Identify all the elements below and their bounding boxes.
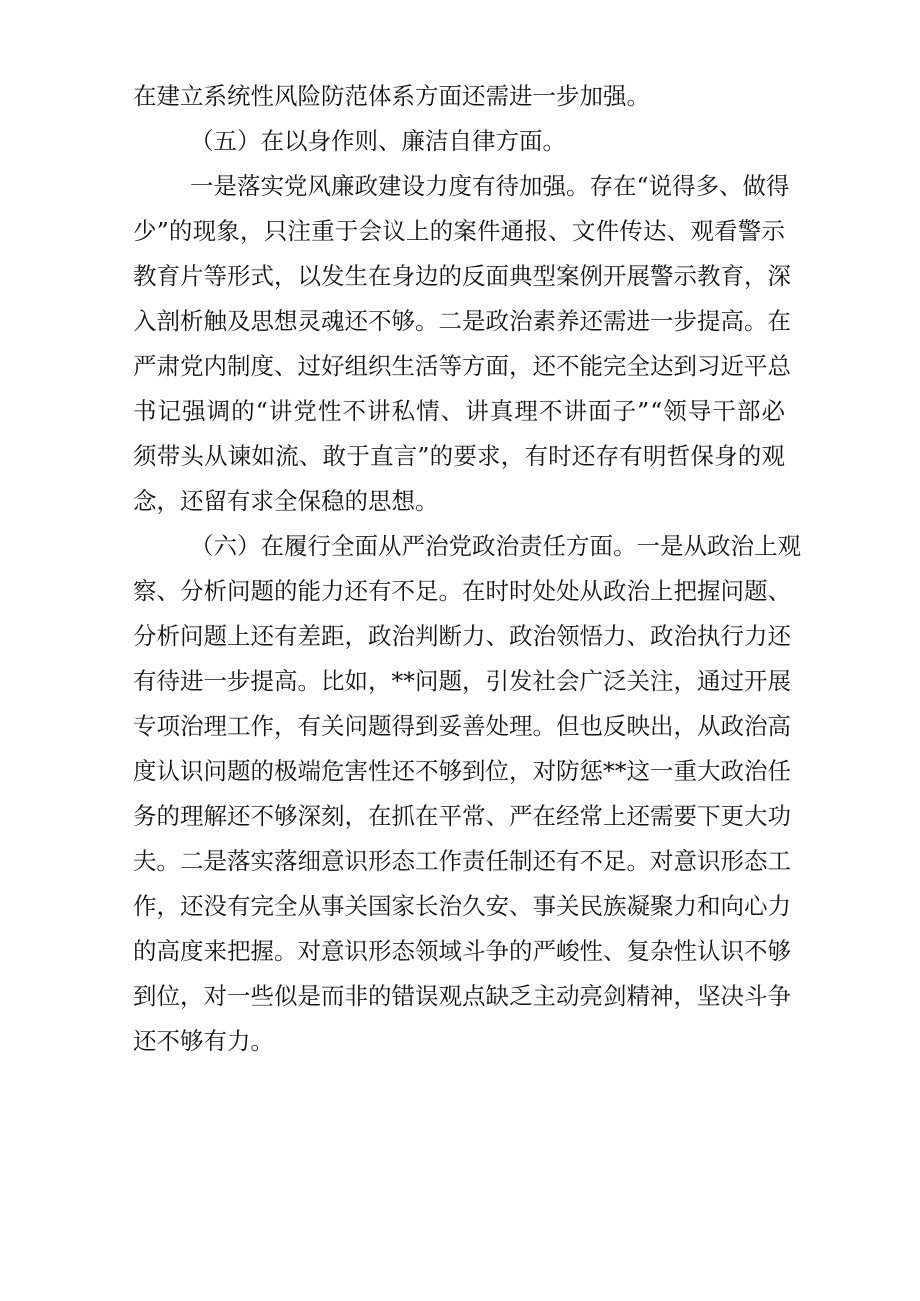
line-text: 夫。二是落实落细意识形态工作责任制还有不足。对意识形态工 [133,847,791,875]
paragraph-line [0,253,920,299]
paragraph-line [0,793,920,839]
line-text: 还不够有力。 [133,1027,274,1055]
line-text: 到位，对一些似是而非的错误观点缺乏主动亮剑精神，坚决斗争 [133,982,791,1010]
line-text: （五）在以身作则、廉洁自律方面。 [190,127,566,155]
paragraph-line [0,523,920,569]
paragraph-line [0,433,920,479]
line-text: 分析问题上还有差距，政治判断力、政治领悟力、政治执行力还 [133,622,791,650]
paragraph-line [0,343,920,389]
paragraph-line [0,1018,920,1064]
paragraph-line [0,928,920,974]
line-text: 察、分析问题的能力还有不足。在时时处处从政治上把握问题、 [133,577,791,605]
paragraph-line [0,298,920,344]
line-text: 少”的现象，只注重于会议上的案件通报、文件传达、观看警示 [133,217,786,245]
paragraph-line [0,883,920,929]
line-text: 入剖析触及思想灵魂还不够。二是政治素养还需进一步提高。在 [133,307,791,335]
line-text: 在建立系统性风险防范体系方面还需进一步加强。 [133,82,650,110]
line-text: 教育片等形式，以发生在身边的反面典型案例开展警示教育，深 [133,262,791,290]
line-text: 须带头从谏如流、敢于直言”的要求，有时还存有明哲保身的观 [133,442,786,470]
paragraph-line [0,748,920,794]
line-text: （六）在履行全面从严治党政治责任方面。一是从政治上观 [190,532,801,560]
line-text: 严肃党内制度、过好组织生活等方面，还不能完全达到习近平总 [133,352,791,380]
line-text: 作，还没有完全从事关国家长治久安、事关民族凝聚力和向心力 [133,892,791,920]
line-text: 专项治理工作，有关问题得到妥善处理。但也反映出，从政治高 [133,712,791,740]
line-text: 务的理解还不够深刻，在抓在平常、严在经常上还需要下更大功 [133,802,791,830]
line-text: 度认识问题的极端危害性还不够到位，对防惩**这一重大政治任 [133,757,791,785]
paragraph-line [0,703,920,749]
paragraph-line [0,838,920,884]
paragraph-line [0,73,920,119]
paragraph-line [0,973,920,1019]
line-text: 书记强调的“讲党性不讲私情、讲真理不讲面子”“领导干部必 [133,397,787,425]
paragraph-line [0,613,920,659]
line-text: 一是落实党风廉政建设力度有待加强。存在“说得多、做得 [190,172,790,200]
line-text: 的高度来把握。对意识形态领域斗争的严峻性、复杂性认识不够 [133,937,791,965]
line-text: 念，还留有求全保稳的思想。 [133,487,439,515]
paragraph-line [0,568,920,614]
paragraph-line [0,478,920,524]
paragraph-line [0,208,920,254]
paragraph-line [0,388,920,434]
paragraph-line [0,163,920,209]
paragraph-line [0,118,920,164]
paragraph-line [0,658,920,704]
line-text: 有待进一步提高。比如，**问题，引发社会广泛关注，通过开展 [133,667,791,695]
